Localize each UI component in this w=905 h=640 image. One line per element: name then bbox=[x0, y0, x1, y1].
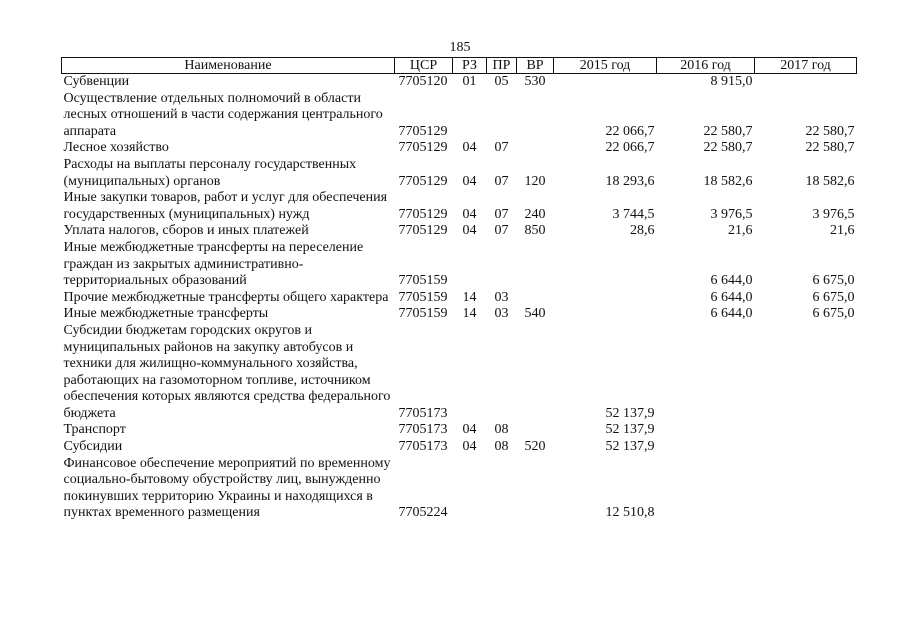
row-pr: 07 bbox=[494, 223, 509, 239]
row-vr bbox=[517, 91, 554, 141]
table-row bbox=[62, 190, 857, 223]
row-name: Лесное хозяйство bbox=[63, 140, 169, 156]
table-row bbox=[62, 240, 857, 290]
row-name: Иные межбюджетные трансферты на переселение граждан из закрытых административно-территориальных образований bbox=[63, 239, 364, 289]
row-pr: 08 bbox=[494, 422, 509, 438]
row-rz: 04 bbox=[462, 223, 477, 239]
row-name: Субсидии бюджетам городских округов и муниципальных районов на закупку автобусов и техники для жилищно-коммунального хозяйства, работающих на газомоторном топливе, источником обеспечения которых являются средства федерального бюджета bbox=[63, 322, 391, 421]
header-vr: ВР bbox=[517, 58, 554, 74]
row-vr bbox=[517, 140, 554, 157]
row-csr: 7705224 bbox=[398, 505, 448, 521]
row-2015: 22 066,7 bbox=[605, 140, 655, 156]
row-2015: 3 744,5 bbox=[612, 206, 655, 222]
row-2015 bbox=[554, 240, 657, 290]
row-2017: 21,6 bbox=[830, 223, 855, 239]
row-vr bbox=[517, 240, 554, 290]
row-2015 bbox=[554, 290, 657, 307]
row-2015: 12 510,8 bbox=[605, 505, 655, 521]
row-2016: 6 644,0 bbox=[710, 273, 753, 289]
row-csr: 7705129 bbox=[398, 206, 448, 222]
row-csr: 7705129 bbox=[398, 140, 448, 156]
row-vr: 850 bbox=[524, 223, 546, 239]
row-2017: 3 976,5 bbox=[812, 206, 855, 222]
row-rz: 04 bbox=[462, 206, 477, 222]
row-csr: 7705173 bbox=[398, 439, 448, 455]
row-vr: 120 bbox=[524, 173, 546, 189]
row-csr: 7705129 bbox=[398, 223, 448, 239]
row-rz: 14 bbox=[462, 306, 477, 322]
header-rz: РЗ bbox=[453, 58, 487, 74]
row-2016: 22 580,7 bbox=[703, 123, 753, 139]
row-csr: 7705173 bbox=[398, 422, 448, 438]
row-rz bbox=[453, 323, 487, 423]
row-vr: 530 bbox=[524, 74, 546, 89]
row-name: Иные закупки товаров, работ и услуг для обеспечения государственных (муниципальных) нужд bbox=[63, 190, 388, 222]
row-2017: 6 675,0 bbox=[812, 273, 855, 289]
row-vr bbox=[517, 456, 554, 522]
row-2017 bbox=[755, 422, 857, 439]
row-vr bbox=[517, 290, 554, 307]
row-csr: 7705129 bbox=[398, 123, 448, 139]
row-pr: 07 bbox=[494, 140, 509, 156]
header-2016: 2016 год bbox=[657, 58, 755, 74]
row-name: Субсидии bbox=[63, 439, 123, 455]
row-2016 bbox=[657, 439, 755, 456]
row-name: Финансовое обеспечение мероприятий по временному социально-бытовому обустройству лиц, вынужденно покинувших территорию Украины и находящихся в пунктах временного размещения bbox=[63, 455, 391, 521]
row-pr: 08 bbox=[494, 439, 509, 455]
row-name: Транспорт bbox=[63, 422, 126, 438]
header-2017: 2017 год bbox=[755, 58, 857, 74]
row-2016 bbox=[657, 456, 755, 522]
page-number: 185 bbox=[449, 40, 471, 55]
row-2017 bbox=[755, 439, 857, 456]
row-rz bbox=[453, 456, 487, 522]
row-rz bbox=[453, 240, 487, 290]
row-2016: 6 644,0 bbox=[710, 289, 753, 305]
header-2015: 2015 год bbox=[554, 58, 657, 74]
row-rz: 14 bbox=[462, 289, 477, 305]
row-2016: 8 915,0 bbox=[710, 74, 753, 89]
row-rz: 01 bbox=[462, 74, 477, 89]
row-2015: 52 137,9 bbox=[605, 422, 655, 438]
table-row bbox=[62, 91, 857, 141]
row-name: Осуществление отдельных полномочий в области лесных отношений в части содержания центрального аппарата bbox=[63, 90, 383, 139]
table-row bbox=[62, 74, 857, 91]
table-row bbox=[62, 157, 857, 190]
row-2017: 18 582,6 bbox=[805, 173, 855, 189]
row-vr bbox=[517, 422, 554, 439]
row-pr: 07 bbox=[494, 173, 509, 189]
row-2015: 18 293,6 bbox=[605, 173, 655, 189]
row-2017 bbox=[755, 323, 857, 423]
header-pr: ПР bbox=[487, 58, 517, 74]
row-csr: 7705129 bbox=[398, 173, 448, 189]
row-pr bbox=[487, 240, 517, 290]
row-pr bbox=[487, 323, 517, 423]
row-2016: 3 976,5 bbox=[710, 206, 753, 222]
table-row bbox=[62, 456, 857, 522]
table-row bbox=[62, 306, 857, 323]
row-name: Расходы на выплаты персоналу государственных (муниципальных) органов bbox=[63, 156, 357, 189]
row-2015: 28,6 bbox=[630, 223, 655, 239]
row-rz: 04 bbox=[462, 422, 477, 438]
row-rz: 04 bbox=[462, 439, 477, 455]
row-pr: 03 bbox=[494, 289, 509, 305]
row-pr: 03 bbox=[494, 306, 509, 322]
row-vr: 240 bbox=[524, 206, 546, 222]
table-row bbox=[62, 323, 857, 423]
row-rz bbox=[453, 91, 487, 141]
row-2016: 6 644,0 bbox=[710, 306, 753, 322]
row-2017: 22 580,7 bbox=[805, 140, 855, 156]
row-csr: 7705159 bbox=[398, 273, 448, 289]
row-2015: 52 137,9 bbox=[605, 405, 655, 421]
row-2015: 52 137,9 bbox=[605, 439, 655, 455]
row-pr: 07 bbox=[494, 206, 509, 222]
row-csr: 7705159 bbox=[398, 289, 448, 305]
row-2017: 6 675,0 bbox=[812, 289, 855, 305]
row-2016: 21,6 bbox=[728, 223, 753, 239]
row-2017: 6 675,0 bbox=[812, 306, 855, 322]
row-2015 bbox=[554, 74, 657, 91]
table-row bbox=[62, 140, 857, 157]
table-row bbox=[62, 439, 857, 456]
table-row bbox=[62, 223, 857, 240]
row-rz: 04 bbox=[462, 173, 477, 189]
row-name: Прочие межбюджетные трансферты общего характера bbox=[63, 289, 389, 305]
table-header-row bbox=[62, 58, 857, 74]
row-2017 bbox=[755, 74, 857, 91]
table-row bbox=[62, 290, 857, 307]
row-2017: 22 580,7 bbox=[805, 123, 855, 139]
table-row bbox=[62, 422, 857, 439]
header-csr: ЦСР bbox=[395, 58, 453, 74]
row-name: Уплата налогов, сборов и иных платежей bbox=[63, 223, 309, 239]
row-csr: 7705159 bbox=[398, 306, 448, 322]
budget-table bbox=[61, 57, 857, 522]
row-pr: 05 bbox=[494, 74, 509, 89]
header-name: Наименование bbox=[62, 58, 395, 74]
row-rz: 04 bbox=[462, 140, 477, 156]
row-csr: 7705120 bbox=[398, 74, 448, 89]
row-name: Субвенции bbox=[63, 74, 130, 89]
row-pr bbox=[487, 456, 517, 522]
row-2016: 18 582,6 bbox=[703, 173, 753, 189]
row-2016: 22 580,7 bbox=[703, 140, 753, 156]
row-vr: 520 bbox=[524, 439, 546, 455]
row-2015 bbox=[554, 306, 657, 323]
row-2016 bbox=[657, 323, 755, 423]
row-pr bbox=[487, 91, 517, 141]
row-csr: 7705173 bbox=[398, 405, 448, 421]
row-name: Иные межбюджетные трансферты bbox=[63, 306, 269, 322]
row-2016 bbox=[657, 422, 755, 439]
row-2017 bbox=[755, 456, 857, 522]
row-2015: 22 066,7 bbox=[605, 123, 655, 139]
row-vr bbox=[517, 323, 554, 423]
row-vr: 540 bbox=[524, 306, 546, 322]
